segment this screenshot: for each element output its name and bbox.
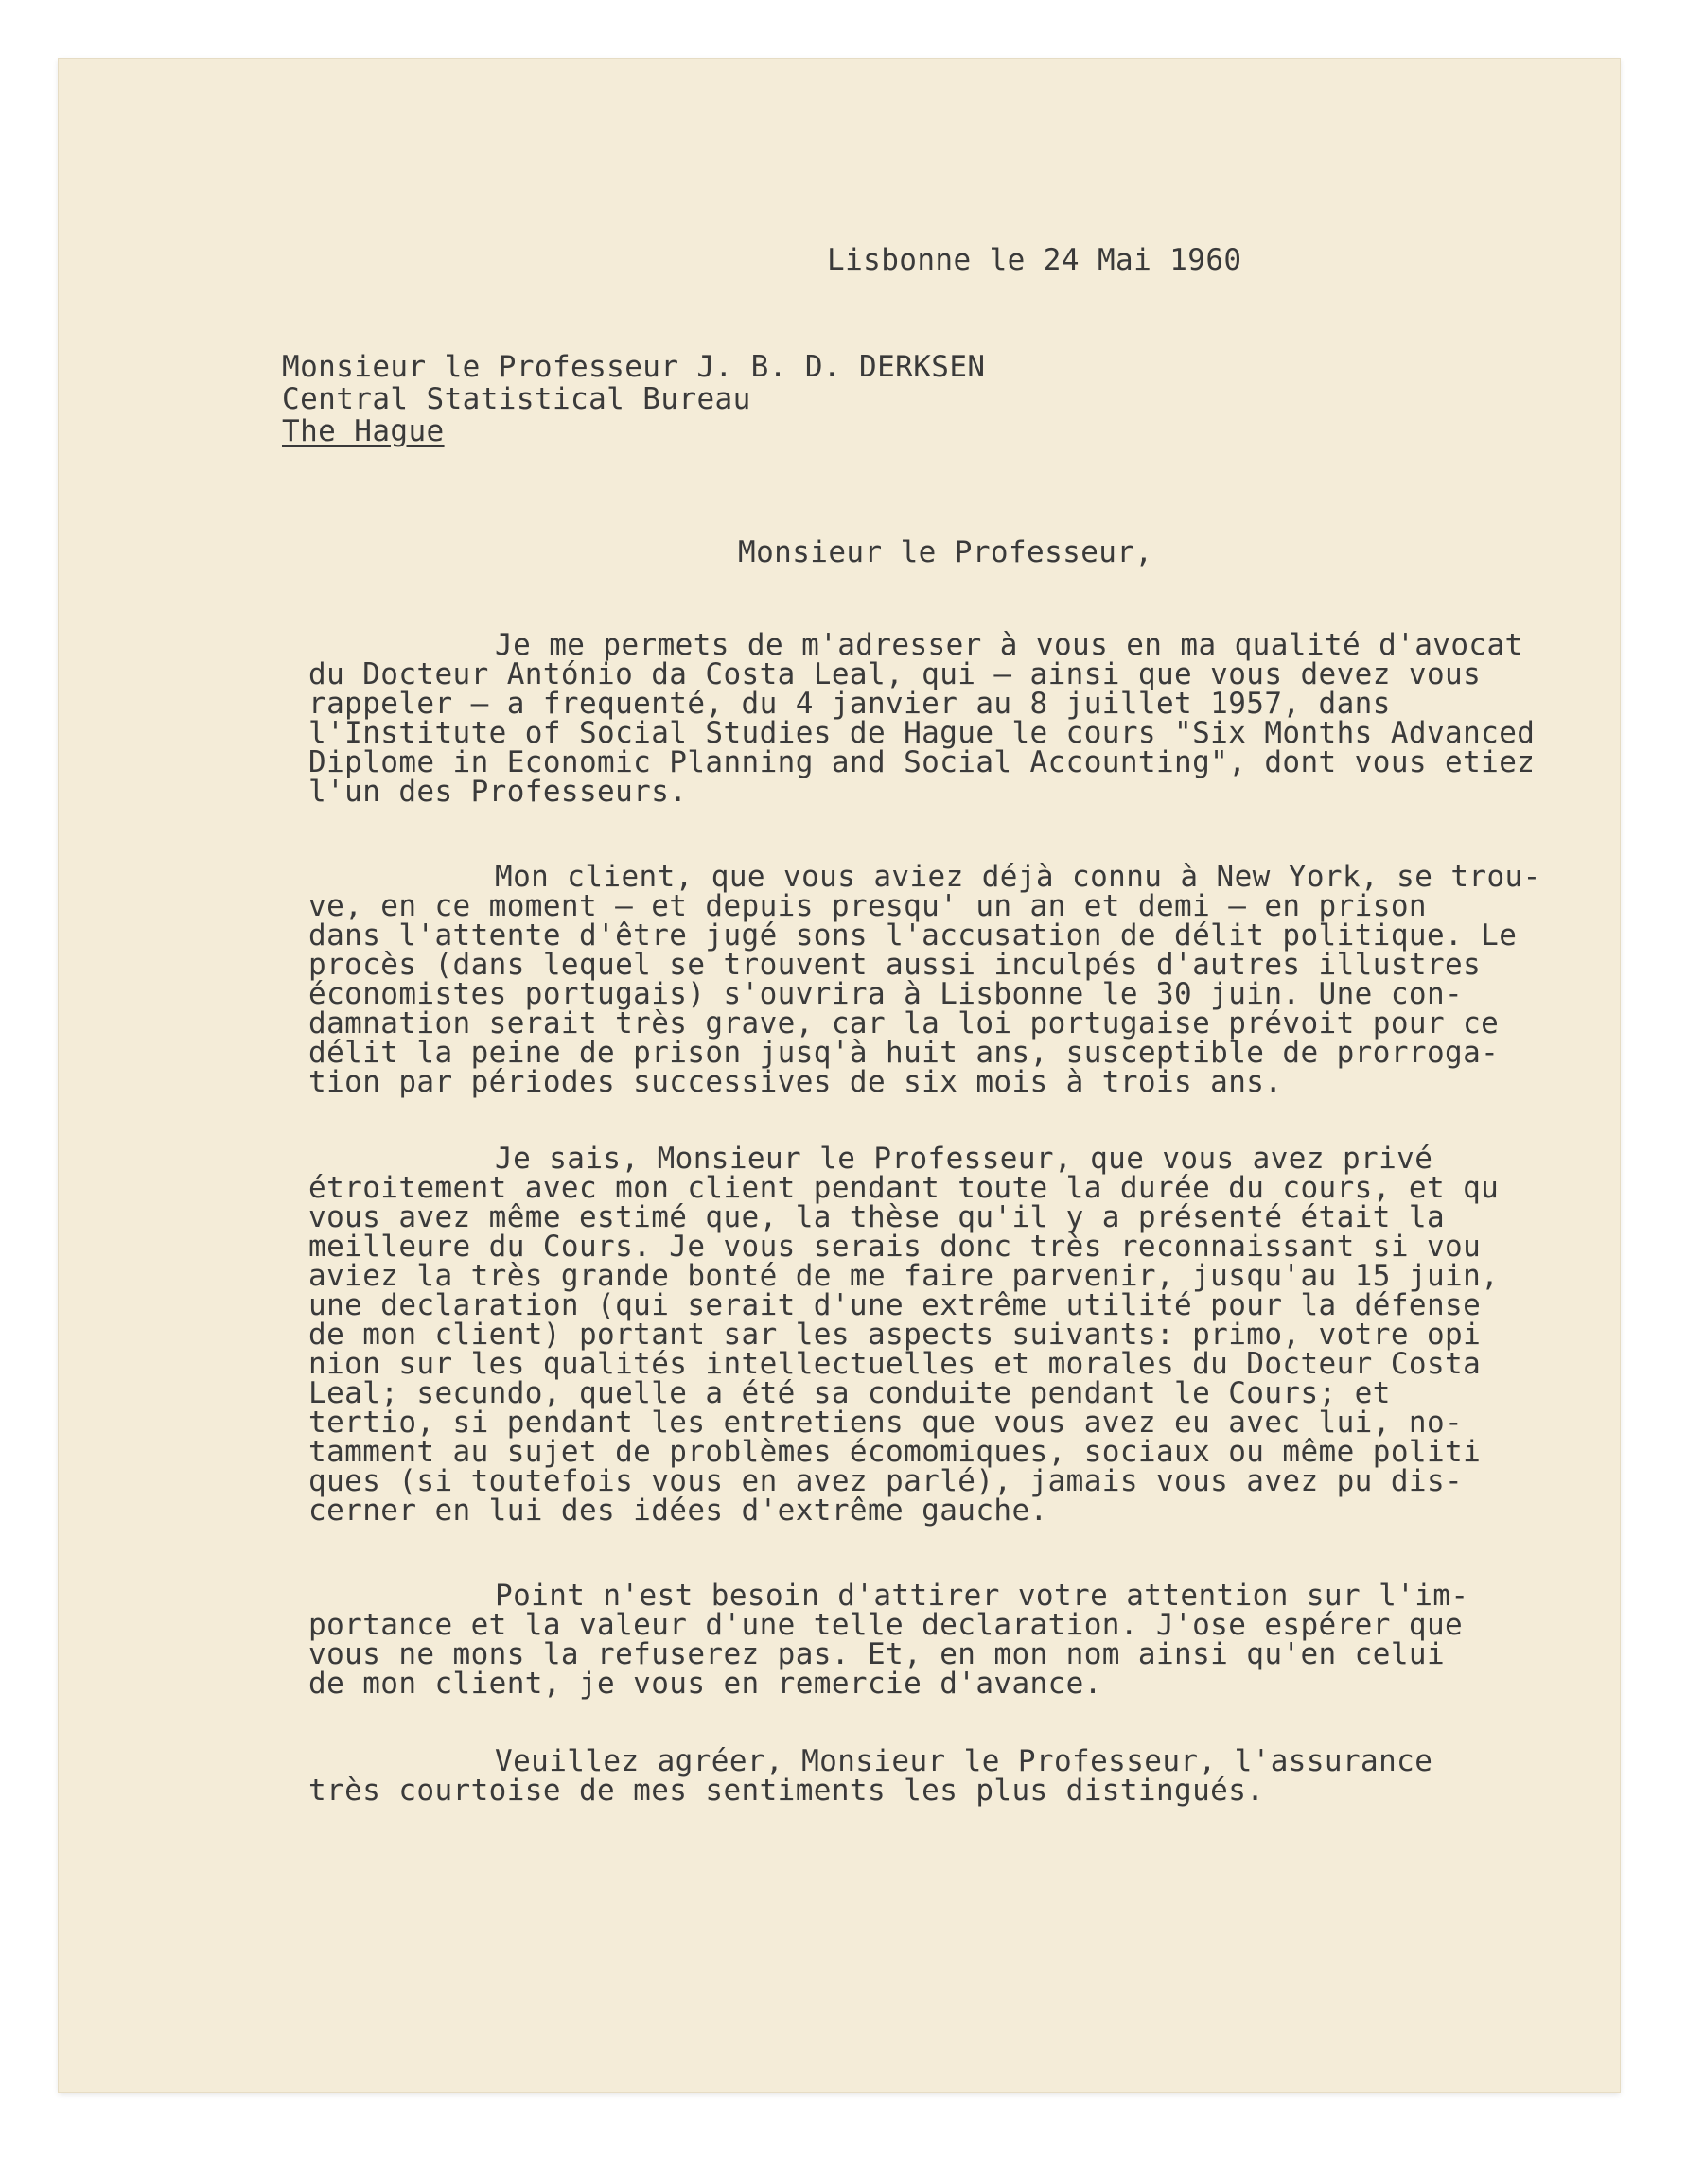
paragraph-line: portance et la valeur d'une telle declaration. J'ose espérer que [308,1608,1464,1642]
paragraph-line: Mon client, que vous aviez déjà connu à New York, se trou- [495,860,1541,894]
paragraph-line: cerner en lui des idées d'extrême gauche. [308,1494,1048,1528]
paragraph-line: étroitement avec mon client pendant toute la durée du cours, et qu [308,1171,1500,1205]
paragraph-line: damnation serait très grave, car la loi portugaise prévoit pour ce [308,1006,1500,1040]
paragraph-line: Leal; secundo, quelle a été sa conduite pendant le Cours; et [308,1376,1391,1410]
paragraph-line: de mon client, je vous en remercie d'avance. [308,1667,1102,1701]
paragraph-line: vous avez même estimé que, la thèse qu'il y a présenté était la [308,1200,1446,1234]
paragraph-line: l'un des Professeurs. [308,775,688,809]
paragraph-line: rappeler — a frequenté, du 4 janvier au 8 juillet 1957, dans [308,687,1391,721]
paragraph-line: l'Institute of Social Studies de Hague le cours "Six Months Advanced [308,716,1536,750]
recipient-organization: Central Statistical Bureau [282,382,751,416]
paragraph-line: une declaration (qui serait d'une extrême utilité pour la défense [308,1288,1482,1322]
paragraph-2 [308,860,1595,1099]
paragraph-1 [308,628,1595,809]
paragraph-line: tertio, si pendant les entretiens que vous avez eu avec lui, no- [308,1406,1464,1440]
paragraph-line: Je me permets de m'adresser à vous en ma qualité d'avocat [495,628,1523,662]
paragraph-line: du Docteur António da Costa Leal, qui — ainsi que vous devez vous [308,657,1482,691]
paragraph-line: de mon client) portant sar les aspects suivants: primo, votre opi [308,1318,1482,1352]
recipient-name: Monsieur le Professeur J. B. D. DERKSEN [282,350,986,384]
paragraph-closing [308,1744,1595,1808]
paragraph-line: meilleure du Cours. Je vous serais donc très reconnaissant si vou [308,1230,1482,1264]
paragraph-line: Diplome in Economic Planning and Social Accounting", dont vous etiez [308,745,1536,779]
paragraph-4 [308,1581,1595,1699]
paragraph-line: très courtoise de mes sentiments les plus distingués. [308,1773,1265,1808]
paragraph-line: tamment au sujet de problèmes écomomiques, sociaux ou même politi [308,1435,1482,1469]
paragraph-line: ques (si toutefois vous en avez parlé), jamais vous avez pu dis- [308,1464,1464,1498]
paragraph-line: Je sais, Monsieur le Professeur, que vous avez privé [495,1142,1433,1176]
recipient-city: The Hague [282,414,445,448]
paragraph-line: Point n'est besoin d'attirer votre attention sur l'im- [495,1579,1469,1613]
paragraph-line: procès (dans lequel se trouvent aussi inculpés d'autres illustres [308,948,1482,982]
paragraph-line: tion par périodes successives de six mois à trois ans. [308,1065,1283,1099]
salutation: Monsieur le Professeur, [738,535,1153,569]
letter-date: Lisbonne le 24 Mai 1960 [827,243,1242,277]
paragraph-line: Veuillez agréer, Monsieur le Professeur, l'assurance [495,1744,1433,1778]
letter-page [59,59,1620,2092]
paragraph-3 [308,1144,1595,1526]
paragraph-line: aviez la très grande bonté de me faire parvenir, jusqu'au 15 juin, [308,1259,1500,1293]
paragraph-line: économistes portugais) s'ouvrira à Lisbonne le 30 juin. Une con- [308,977,1464,1011]
paragraph-line: dans l'attente d'être jugé sons l'accusation de délit politique. Le [308,918,1518,952]
paragraph-line: nion sur les qualités intellectuelles et morales du Docteur Costa [308,1347,1482,1381]
paragraph-line: vous ne mons la refuserez pas. Et, en mon nom ainsi qu'en celui [308,1637,1446,1671]
paragraph-line: délit la peine de prison jusq'à huit ans, susceptible de prorroga- [308,1036,1500,1070]
paragraph-line: ve, en ce moment — et depuis presqu' un an et demi — en prison [308,889,1427,923]
